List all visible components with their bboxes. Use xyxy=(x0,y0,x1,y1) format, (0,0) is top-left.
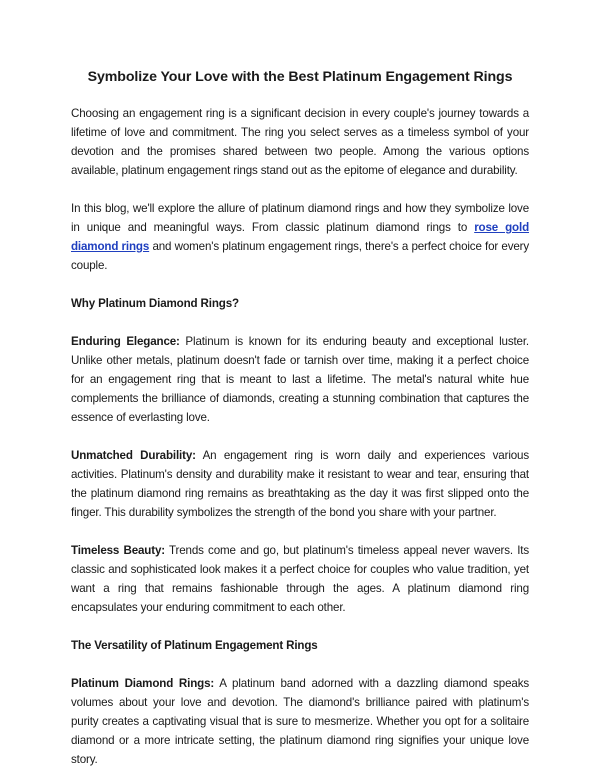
blog-intro-text-before: In this blog, we'll explore the allure of platinum diamond rings and how they symbolize love in unique and meaningful ways. From classic platinum diamond rings to xyxy=(71,202,529,234)
section-heading-versatility: The Versatility of Platinum Engagement Rings xyxy=(71,639,318,652)
lead-timeless-beauty: Timeless Beauty: xyxy=(71,544,165,557)
rose-gold-diamond-rings-link[interactable]: rose gold diamond rings xyxy=(71,221,529,253)
paragraph-timeless-beauty xyxy=(71,541,529,617)
document-title: Symbolize Your Love with the Best Platinum Engagement Rings xyxy=(87,69,513,85)
paragraph-enduring-elegance xyxy=(71,332,529,427)
paragraph-platinum-diamond-rings xyxy=(71,674,529,769)
text-platinum-diamond-rings: A platinum band adorned with a dazzling diamond speaks volumes about your love and devotion. The diamond's brilliance paired with platinum's purity creates a captivating visual that is sure to mesmerize. Whether you opt for a solitaire diamond or a more intricate setting, the platinum diamond ring signifies your unique love story. xyxy=(71,677,529,766)
blog-intro-text-after: and women's platinum engagement rings, there's a perfect choice for every couple. xyxy=(71,240,530,272)
text-enduring-elegance: Platinum is known for its enduring beauty and exceptional luster. Unlike other metals, platinum doesn't fade or tarnish over time, making it a perfect choice for an engagement ring that is meant to last a lifetime. The metal's natural white hue complements the brilliance of diamonds, creating a stunning combination that captures the essence of everlasting love. xyxy=(71,335,529,424)
text-unmatched-durability: An engagement ring is worn daily and experiences various activities. Platinum's density and durability make it resistant to wear and tear, ensuring that the platinum diamond ring remains as breathtaking as the day it was first slipped onto the finger. This durability symbolizes the strength of the bond you share with your partner. xyxy=(71,449,529,519)
lead-platinum-diamond-rings: Platinum Diamond Rings: xyxy=(71,677,215,690)
section-heading-why-platinum: Why Platinum Diamond Rings? xyxy=(71,297,239,310)
lead-enduring-elegance: Enduring Elegance: xyxy=(71,335,180,348)
blog-intro-paragraph xyxy=(71,199,529,275)
text-timeless-beauty: Trends come and go, but platinum's timeless appeal never wavers. Its classic and sophisticated look makes it a perfect choice for couples who value tradition, yet want a ring that remains fashionable through the ages. A platinum diamond ring encapsulates your enduring commitment to each other. xyxy=(71,544,529,614)
paragraph-unmatched-durability xyxy=(71,446,529,522)
intro-paragraph: Choosing an engagement ring is a significant decision in every couple's journey towards a lifetime of love and commitment. The ring you select serves as a timeless symbol of your devotion and the promises shared between two people. Among the various options available, platinum engagement rings stand out as the epitome of elegance and durability. xyxy=(71,107,529,177)
lead-unmatched-durability: Unmatched Durability: xyxy=(71,449,196,462)
